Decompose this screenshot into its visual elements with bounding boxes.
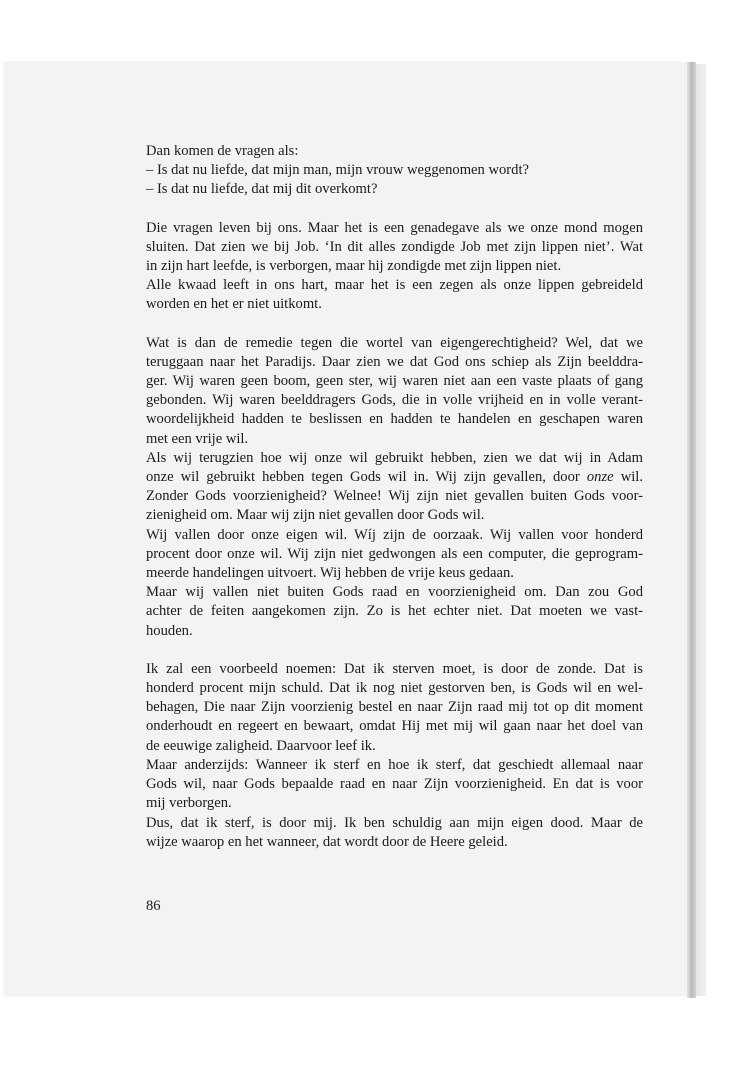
text-line: teruggaan naar het Paradijs. Daar zien we dat God ons schiep als Zijn beelddra- — [146, 353, 643, 370]
text-line: ger. Wij waren geen boom, geen ster, wij waren niet aan een vaste plaats of gang — [146, 373, 643, 390]
text-line: met een vrije wil. — [146, 430, 249, 447]
text-line: woordelijkheid hadden te beslissen en hadden te handelen en geschapen waren — [146, 411, 643, 428]
text-line-emphasis — [146, 468, 643, 487]
emphasized-word: onze — [586, 469, 614, 486]
text-line: zienigheid om. Maar wij zijn niet gevallen door Gods wil. — [146, 507, 485, 524]
text-line: Zonder Gods voorzienigheid? Welnee! Wij zijn niet gevallen buiten Gods voor- — [146, 488, 643, 505]
text-line: achter de feiten aangekomen zijn. Zo is het echter niet. Dat moeten we vast- — [146, 603, 643, 620]
text-line: de eeuwige zaligheid. Daarvoor leef ik. — [146, 737, 376, 754]
text-line: Alle kwaad leeft in ons hart, maar het is een zegen als onze lippen gebreideld — [146, 277, 643, 294]
text-line: Dan komen de vragen als: — [146, 143, 299, 159]
text-line: Die vragen leven bij ons. Maar het is een genadegave als we onze mond mogen — [146, 219, 643, 236]
page-gutter-shadow — [687, 62, 696, 998]
text-line: Wat is dan de remedie tegen die wortel van eigengerechtigheid? Wel, dat we — [146, 334, 643, 351]
text-line: meerde handelingen uitvoert. Wij hebben de vrije keus gedaan. — [146, 565, 514, 582]
text-line: Als wij terugzien hoe wij onze wil gebruikt hebben, zien we dat wij in Adam — [146, 449, 643, 466]
text-line: – Is dat nu liefde, dat mijn man, mijn vrouw weggenomen wordt? — [146, 162, 530, 179]
page-stack-edge — [696, 64, 706, 996]
text-line: Ik zal een voorbeeld noemen: Dat ik sterven moet, is door de zonde. Dat is — [146, 660, 643, 677]
line-end: wil. — [613, 469, 643, 486]
text-line: mij verborgen. — [146, 795, 232, 812]
paragraph-questions — [146, 142, 643, 200]
text-line: behagen, Die naar Zijn voorzienig bestel en naar Zijn raad mij tot op dit moment — [146, 699, 643, 716]
text-line: procent door onze wil. Wij zijn niet gedwongen als een computer, die geprogram- — [146, 545, 643, 562]
text-line: Maar anderzijds: Wanneer ik sterf en hoe ik sterf, dat geschiedt allemaal naar — [146, 756, 643, 773]
text-line: honderd procent mijn schuld. Dat ik nog niet gestorven ben, is Gods wil en wel- — [146, 680, 643, 697]
text-line: Gods wil, naar Gods bepaalde raad en naar Zijn voorzienigheid. En dat is voor — [146, 776, 643, 793]
text-line: worden en het er niet uitkomt. — [146, 296, 322, 313]
text-line: Wij vallen door onze eigen wil. Wíj zijn de oorzaak. Wij vallen voor honderd — [146, 526, 643, 543]
text-line: Dus, dat ik sterf, is door mij. Ik ben schuldig aan mijn eigen dood. Maar de — [146, 814, 643, 831]
body-text — [146, 142, 643, 852]
page-number: 86 — [146, 898, 161, 914]
text-line: – Is dat nu liefde, dat mij dit overkomt? — [146, 181, 378, 198]
text-line: wijze waarop en het wanneer, dat wordt door de Heere geleid. — [146, 833, 508, 850]
paragraph-example — [146, 660, 643, 852]
text-line: sluiten. Dat zien we bij Job. ‘In dit alles zondigde Job met zijn lippen niet’. Wat — [146, 238, 643, 255]
text-line: in zijn hart leefde, is verborgen, maar hij zondigde met zijn lippen niet. — [146, 258, 562, 275]
line-start: onze wil gebruikt hebben tegen Gods wil in. Wij zijn gevallen, door — [146, 469, 587, 486]
text-line: Maar wij vallen niet buiten Gods raad en voorzienigheid om. Dan zou God — [146, 584, 643, 601]
paragraph-job — [146, 219, 643, 315]
text-line: onderhoudt en regeert en bewaart, omdat Hij met mij wil gaan naar het doel van — [146, 718, 643, 735]
text-line: gebonden. Wij waren beelddragers Gods, die in volle vrijheid en in volle verant- — [146, 392, 643, 409]
text-line: houden. — [146, 622, 193, 639]
paragraph-remedy — [146, 334, 643, 641]
